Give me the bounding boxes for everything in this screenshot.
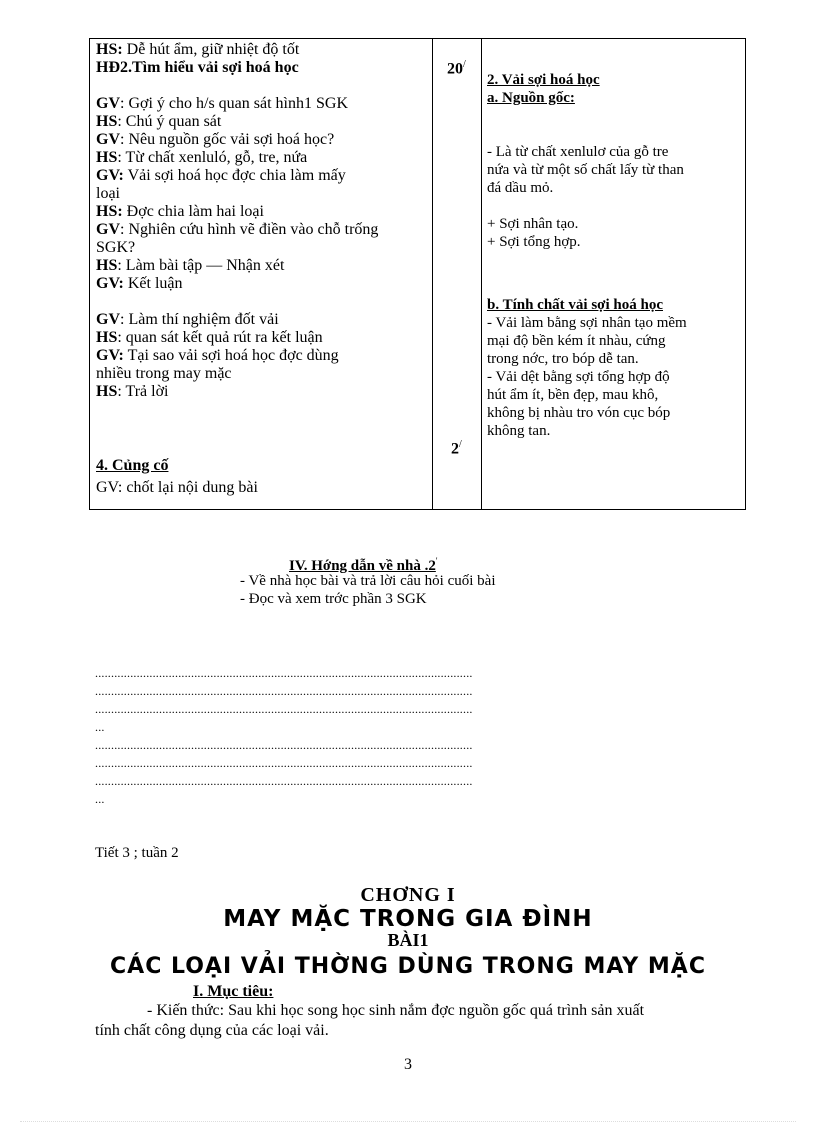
activity-line <box>96 149 431 167</box>
objectives-line-1: - Kiến thức: Sau khi học song học sinh nắm đợc nguồn gốc quá trình sản xuất <box>147 1002 645 1019</box>
activity-line <box>96 239 431 257</box>
speaker-label: HS <box>96 149 118 166</box>
fiber-types <box>487 215 742 251</box>
origin-text <box>487 143 742 197</box>
activity-text: nhiều trong may mặc <box>96 365 232 382</box>
homework-item: - Đọc và xem trớc phần 3 SGK <box>240 591 427 607</box>
time-20-value: 20 <box>447 60 463 78</box>
activity-line <box>96 59 431 77</box>
speaker-label: HS <box>96 329 118 346</box>
lesson-title: CÁC LOẠI VẢI THỜNG DÙNG TRONG MAY MẶC <box>110 954 706 979</box>
homework-title-text: IV. Hớng dẫn về nhà .2 <box>289 558 436 574</box>
line-gap <box>96 77 431 95</box>
activity-line <box>96 365 431 383</box>
dotted-line: ... <box>95 720 105 734</box>
activity-text: : Trả lời <box>117 383 169 400</box>
property-line: không bị nhàu tro vón cục bóp <box>487 405 671 421</box>
speaker-label: GV: <box>96 347 124 364</box>
activity-text: : Từ chất xenluló, gỗ, tre, nứa <box>117 149 308 166</box>
homework-item: - Về nhà học bài và trả lời câu hỏi cuối bài <box>240 573 496 589</box>
activity-line <box>96 95 431 113</box>
lesson-table <box>89 38 746 510</box>
origin-line: - Là từ chất xenlulơ của gỗ tre <box>487 144 669 160</box>
consolidation-text: GV: chốt lại nội dung bài <box>96 479 258 496</box>
content-column <box>487 71 742 440</box>
activities-column <box>96 41 431 401</box>
table-divider-2 <box>481 39 482 509</box>
homework-items <box>240 572 495 608</box>
notes-lines <box>95 664 575 808</box>
origin-line: đá dầu mỏ. <box>487 180 554 196</box>
chapter-title: MAY MẶC TRONG GIA ĐÌNH <box>223 906 593 932</box>
dotted-line: ...................................................................................................................... <box>95 756 473 770</box>
speaker-label: HS <box>96 113 118 130</box>
activity-text: : quan sát kết quả rút ra kết luận <box>117 329 323 346</box>
activity-text: : Nghiên cứu hình vẽ điền vào chỗ trống <box>120 221 379 238</box>
activity-text: Dễ hút ẩm, giữ nhiệt độ tốt <box>122 41 300 58</box>
property-line: mại độ bền kém ít nhàu, cứng <box>487 333 666 349</box>
speaker-label: HS <box>96 383 118 400</box>
activity-text: : Gợi ý cho h/s quan sát hình1 SGK <box>120 95 349 112</box>
activity-line <box>96 185 431 203</box>
objectives-line-2: tính chất công dụng của các loại vải. <box>95 1022 329 1039</box>
property-line: trong nớc, tro bóp dễ tan. <box>487 351 639 367</box>
consolidation-block <box>96 457 258 497</box>
speaker-label: GV <box>96 311 120 328</box>
origin-line: nứa và từ một số chất lấy từ than <box>487 162 684 178</box>
time-2 <box>451 439 462 458</box>
activity-text: Vải sợi hoá học đợc chia làm mấy <box>123 167 346 184</box>
speaker-label: GV <box>96 131 120 148</box>
activity-line <box>96 275 431 293</box>
activity-line <box>96 41 431 59</box>
activity-text: Đợc chia làm hai loại <box>122 203 264 220</box>
dotted-line: ... <box>95 792 105 806</box>
property-line: - Vải dệt bằng sợi tổng hợp độ <box>487 369 670 385</box>
activity-text: Kết luận <box>123 275 183 292</box>
objectives-title: I. Mục tiêu: <box>193 983 274 1000</box>
property-line: hút ẩm ít, bền đẹp, mau khô, <box>487 387 659 403</box>
line-gap <box>96 293 431 311</box>
time-mark: / <box>463 59 466 70</box>
fiber-type-line: + Sợi tổng hợp. <box>487 234 581 250</box>
section-title: 2. Vải sợi hoá học <box>487 72 600 88</box>
speaker-label: GV: <box>96 167 124 184</box>
time-20 <box>447 59 466 78</box>
activity-text: : Làm bài tập — Nhận xét <box>117 257 285 274</box>
activity-line <box>96 257 431 275</box>
speaker-label: HS: <box>96 41 123 58</box>
property-text <box>487 314 742 440</box>
table-divider-1 <box>432 39 433 509</box>
activity-text: HĐ2.Tìm hiểu vải sợi hoá học <box>96 59 299 76</box>
activity-line <box>96 203 431 221</box>
page-edge <box>20 1121 796 1122</box>
origin-title: a. Nguồn gốc: <box>487 90 575 106</box>
activity-line <box>96 113 431 131</box>
homework-title-mark: ' <box>435 556 438 566</box>
activity-line <box>96 329 431 347</box>
speaker-label: HS <box>96 257 118 274</box>
fiber-type-line: + Sợi nhân tạo. <box>487 216 579 232</box>
activity-line <box>96 347 431 365</box>
activity-line <box>96 131 431 149</box>
activity-line <box>96 311 431 329</box>
time-2-value: 2 <box>451 440 459 458</box>
speaker-label: GV: <box>96 275 124 292</box>
dotted-line: ...................................................................................................................... <box>95 738 473 752</box>
dotted-line: ...................................................................................................................... <box>95 702 473 716</box>
activity-line <box>96 221 431 239</box>
consolidation-title: 4. Củng cố <box>96 457 169 474</box>
speaker-label: GV <box>96 95 120 112</box>
property-title: b. Tính chất vải sợi hoá học <box>487 297 663 313</box>
activity-text: SGK? <box>96 239 136 256</box>
dotted-line: ...................................................................................................................... <box>95 684 473 698</box>
property-line: - Vải làm bằng sợi nhân tạo mềm <box>487 315 687 331</box>
activity-line <box>96 383 431 401</box>
activity-text: : Nêu nguồn gốc vải sợi hoá học? <box>120 131 335 148</box>
property-line: không tan. <box>487 423 551 439</box>
activity-text: loại <box>96 185 120 202</box>
speaker-label: HS: <box>96 203 123 220</box>
chapter-label: CHƠNG I <box>360 884 456 906</box>
speaker-label: GV <box>96 221 120 238</box>
lesson-info: Tiết 3 ; tuần 2 <box>95 845 179 861</box>
activity-text: : Chú ý quan sát <box>117 113 222 130</box>
activity-text: Tại sao vải sợi hoá học đợc dùng <box>123 347 339 364</box>
dotted-line: ...................................................................................................................... <box>95 666 473 680</box>
page-number: 3 <box>404 1056 412 1073</box>
activity-text: : Làm thí nghiệm đốt vải <box>120 311 279 328</box>
time-mark: / <box>459 439 462 450</box>
activity-line <box>96 167 431 185</box>
dotted-line: ...................................................................................................................... <box>95 774 473 788</box>
lesson-number: BÀI1 <box>387 930 429 950</box>
